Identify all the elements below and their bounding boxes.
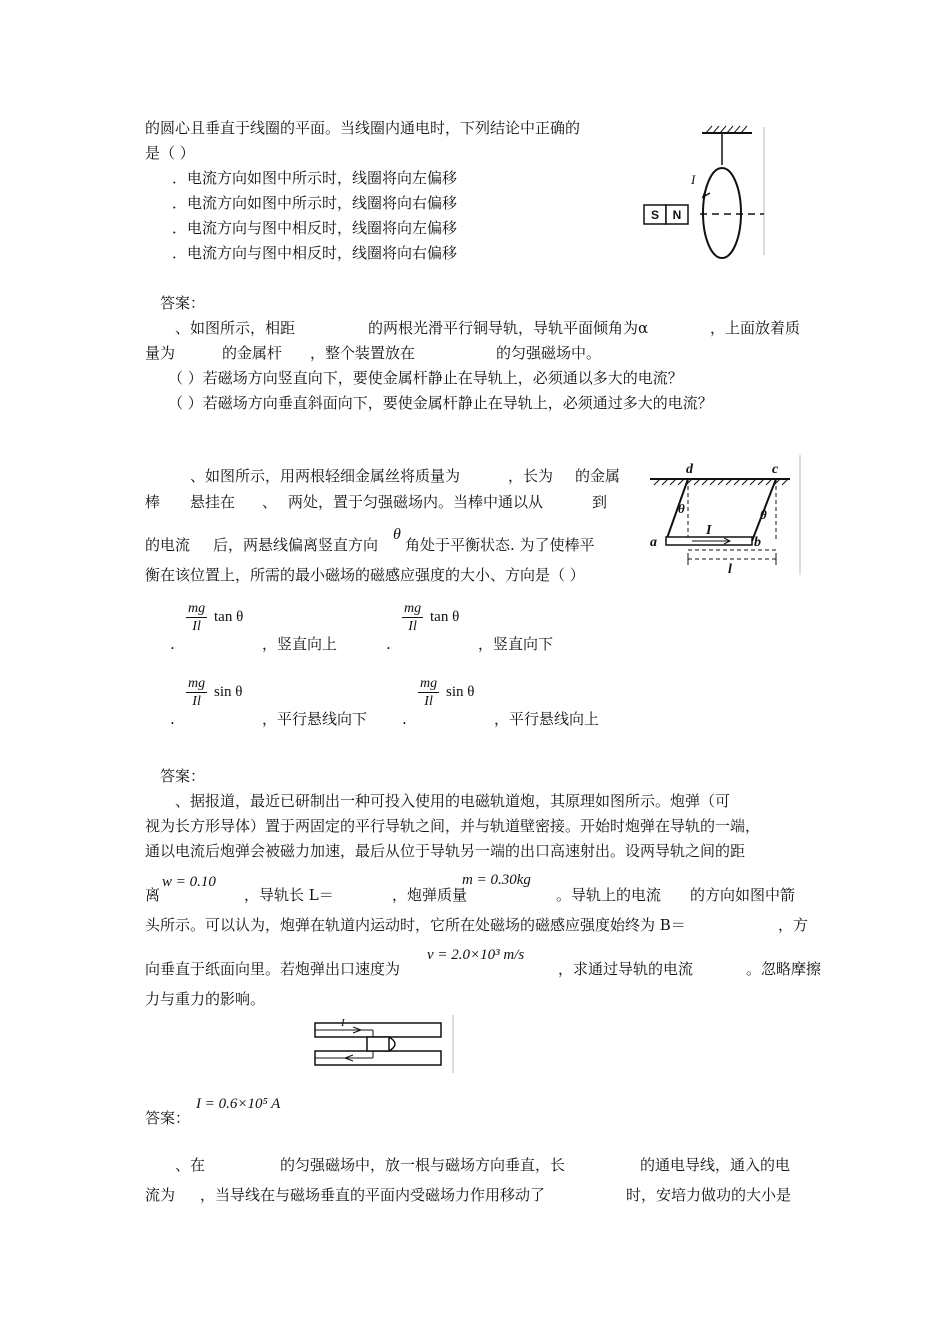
- q4-v-formula: v = 2.0×10³ m/s: [427, 947, 525, 963]
- q3-option-b-text: ，竖直向下: [478, 635, 554, 653]
- q1-option-a: ．电流方向如图中所示时，线圈将向左偏移: [172, 169, 458, 187]
- q3-line2b: 悬挂在: [190, 493, 236, 511]
- q3-option-b-fraction: [402, 600, 423, 635]
- q3-option-b-dot: .: [386, 635, 391, 653]
- q3-option-a-text: ，竖直向上: [262, 635, 338, 653]
- q3-line1b: ，长为: [508, 467, 554, 485]
- q3-line2c: 、: [262, 493, 278, 511]
- q3-line3b: 后，两悬线偏离竖直方向: [213, 536, 379, 554]
- q4-w-formula: w = 0.10: [162, 874, 216, 890]
- q1-coil-magnet-figure: [640, 125, 770, 260]
- q3-option-d-dot: .: [402, 710, 407, 728]
- q5-line2c: 时，安培力做功的大小是: [626, 1186, 792, 1204]
- q3-line2e: 到: [592, 493, 608, 511]
- point-c-label: c: [772, 462, 779, 477]
- q3-line1c: 的金属: [575, 467, 621, 485]
- q4-line5a: 头所示。可以认为，炮弹在轨道内运动时，它所在处磁场的磁感应强度始终为 B＝: [145, 916, 686, 934]
- q5-line2a: 流为: [145, 1186, 176, 1204]
- point-d-label: d: [686, 462, 693, 477]
- q3-option-d-function: sin θ: [446, 684, 475, 700]
- q4-line5b: ，方: [778, 916, 809, 934]
- fraction-denominator: Il: [408, 619, 417, 634]
- q3-option-c-text: ，平行悬线向下: [262, 710, 368, 728]
- q4-line4c: ，炮弹质量: [392, 886, 468, 904]
- q4-line4a: 离: [145, 886, 161, 904]
- q3-option-d-text: ，平行悬线向上: [494, 710, 600, 728]
- q4-line1: 、据报道，最近已研制出一种可投入使用的电磁轨道炮，其原理如图所示。炮弹（可: [175, 792, 731, 810]
- q1-option-b: ．电流方向如图中所示时，线圈将向右偏移: [172, 194, 458, 212]
- q4-line6b: ，求通过导轨的电流: [558, 960, 694, 978]
- q4-m-formula: m = 0.30kg: [462, 872, 531, 888]
- q3-option-c-function: sin θ: [214, 684, 243, 700]
- q2-line2b: 的金属杆: [222, 344, 283, 362]
- fraction-numerator: mg: [420, 676, 438, 691]
- q3-option-a-fraction: [186, 600, 207, 635]
- q3-line1a: 、如图所示，用两根轻细金属丝将质量为: [190, 467, 461, 485]
- coil-current-label: I: [691, 172, 696, 187]
- q4-line3: 通以电流后炮弹会被磁力加速，最后从位于导轨另一端的出口高速射出。设两导轨之间的距: [145, 842, 746, 860]
- q5-line1a: 、在: [175, 1156, 206, 1174]
- point-a-label: a: [650, 535, 657, 550]
- q3-line3a: 的电流: [145, 536, 191, 554]
- fraction-numerator: mg: [404, 601, 422, 616]
- q3-line4: 衡在该位置上，所需的最小磁场的磁感应强度的大小、方向是（ ）: [145, 566, 585, 584]
- q4-answer-formula: I = 0.6×10⁵ A: [196, 1096, 281, 1112]
- rod-current-label: I: [706, 523, 712, 538]
- rod-length-label: l: [728, 562, 732, 577]
- q3-option-c-fraction: [186, 675, 207, 710]
- q4-line6a: 向垂直于纸面向里。若炮弹出口速度为: [145, 960, 401, 978]
- magnet-s-label: S: [650, 208, 660, 222]
- q3-option-d-fraction: [418, 675, 439, 710]
- q5-line1c: 的通电导线，通入的电: [640, 1156, 791, 1174]
- fraction-numerator: mg: [188, 676, 206, 691]
- q1-answer-label: 答案：: [160, 294, 206, 312]
- q4-line2: 视为长方形导体）置于两固定的平行导轨之间，并与轨道壁密接。开始时炮弹在导轨的一端，: [145, 817, 761, 835]
- q2-line1b: 的两根光滑平行铜导轨，导轨平面倾角为α: [368, 319, 649, 337]
- q4-line4e: 的方向如图中箭: [690, 886, 796, 904]
- q4-railgun-figure: [305, 1015, 460, 1075]
- q5-line2b: ，当导线在与磁场垂直的平面内受磁场力作用移动了: [200, 1186, 546, 1204]
- q2-line1a: 、如图所示，相距: [175, 319, 296, 337]
- q4-line7: 力与重力的影响。: [145, 990, 266, 1008]
- q3-line2a: 棒: [145, 493, 161, 511]
- q3-suspended-rod-figure: [640, 455, 805, 580]
- magnet-n-label: N: [672, 208, 682, 222]
- q3-line3c: 角处于平衡状态. 为了使棒平: [405, 536, 595, 554]
- q2-line2a: 量为: [145, 344, 176, 362]
- q3-option-b-function: tan θ: [430, 609, 460, 625]
- q3-answer-label: 答案：: [160, 767, 206, 785]
- q2-sub2: （ ）若磁场方向垂直斜面向下，要使金属杆静止在导轨上，必须通过多大的电流？: [168, 394, 713, 412]
- q3-line2d: 两处，置于匀强磁场内。当棒中通以从: [288, 493, 544, 511]
- q2-sub1: （ ）若磁场方向竖直向下，要使金属杆静止在导轨上，必须通以多大的电流？: [168, 369, 683, 387]
- fraction-denominator: Il: [424, 694, 433, 709]
- q5-line1b: 的匀强磁场中，放一根与磁场方向垂直，长: [280, 1156, 566, 1174]
- right-angle-label: θ: [760, 507, 767, 522]
- q4-line6c: 。忽略摩擦: [746, 960, 822, 978]
- q3-option-a-dot: .: [170, 635, 175, 653]
- q3-option-a-function: tan θ: [214, 609, 244, 625]
- q3-option-c-dot: .: [170, 710, 175, 728]
- q4-line4d: 。导轨上的电流: [556, 886, 662, 904]
- rail-current-label: I: [341, 1017, 345, 1029]
- left-angle-label: θ: [678, 501, 685, 516]
- q1-option-d: ．电流方向与图中相反时，线圈将向右偏移: [172, 244, 458, 262]
- q2-line2c: ，整个装置放在: [310, 344, 416, 362]
- q1-option-c: ．电流方向与图中相反时，线圈将向左偏移: [172, 219, 458, 237]
- q2-line1c: ，上面放着质: [710, 319, 801, 337]
- fraction-denominator: Il: [192, 694, 201, 709]
- point-b-label: b: [754, 535, 761, 550]
- q2-line2d: 的匀强磁场中。: [496, 344, 602, 362]
- q4-answer-label: 答案：: [145, 1109, 191, 1127]
- fraction-denominator: Il: [192, 619, 201, 634]
- fraction-numerator: mg: [188, 601, 206, 616]
- q1-text-line2: 是（ ）: [145, 144, 195, 162]
- q3-theta-symbol: θ: [393, 526, 401, 543]
- q1-text-line1: 的圆心且垂直于线圈的平面。当线圈内通电时，下列结论中正确的: [145, 119, 581, 137]
- q4-line4b: ，导轨长 L＝: [244, 886, 334, 904]
